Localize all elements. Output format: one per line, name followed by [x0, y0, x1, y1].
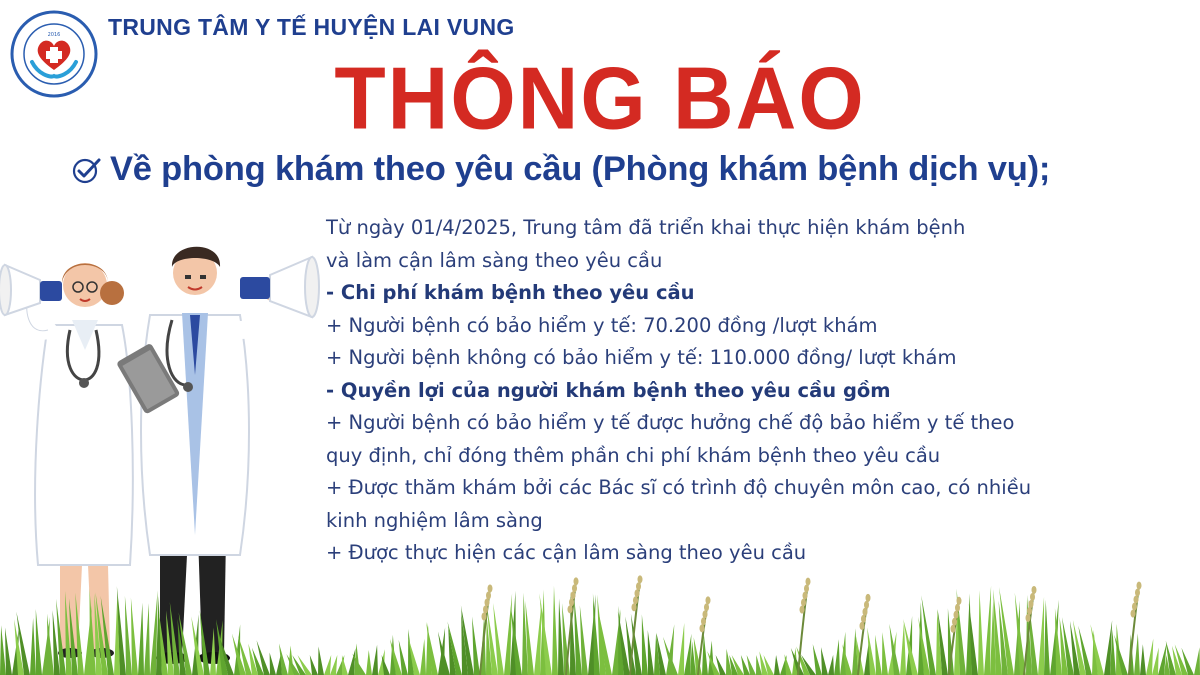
- announcement-line: + Được thăm khám bởi các Bác sĩ có trình độ chuyên môn cao, có nhiều: [326, 476, 1032, 499]
- grain-seed: [486, 592, 491, 600]
- grain-seed: [574, 577, 579, 585]
- grass-blade: [472, 616, 480, 675]
- grain-seed: [951, 625, 956, 633]
- grass-blade: [648, 630, 654, 675]
- grain-seed: [806, 578, 811, 586]
- grain-seed: [635, 589, 640, 597]
- grain-seed: [864, 601, 869, 609]
- grain-seed: [1026, 614, 1031, 622]
- subtitle-text: Về phòng khám theo yêu cầu (Phòng khám bệnh dịch vụ);: [110, 150, 1051, 188]
- grain-seed: [1132, 603, 1137, 611]
- grass-blade: [138, 603, 144, 675]
- grass-blade: [678, 623, 684, 675]
- grain-seed: [800, 606, 805, 614]
- grass-blade: [821, 647, 828, 675]
- grass-blade: [774, 655, 780, 675]
- grass-blade: [1194, 647, 1200, 675]
- grass-border: [0, 560, 1200, 675]
- page-title: THÔNG BÁO: [334, 48, 866, 148]
- grass-blade: [270, 653, 276, 675]
- announcement-line: Từ ngày 01/4/2025, Trung tâm đã triển khai thực hiện khám bệnh: [326, 216, 966, 239]
- grain-seed: [1134, 596, 1139, 604]
- grain-seed: [632, 603, 637, 611]
- grass-blade: [875, 635, 882, 675]
- grain-seed: [866, 594, 871, 602]
- grass-blade: [420, 639, 426, 675]
- organization-name: TRUNG TÂM Y TẾ HUYỆN LAI VUNG: [108, 14, 515, 40]
- grass-blade: [342, 655, 348, 675]
- grass-blade: [813, 644, 822, 675]
- grass-blade: [642, 614, 648, 675]
- grass-blade: [366, 650, 372, 675]
- grass-blade: [89, 589, 96, 675]
- grass-blade: [1152, 647, 1159, 675]
- grass-blade: [131, 597, 138, 675]
- grass-blade: [330, 655, 337, 675]
- grass-blade: [552, 586, 558, 675]
- grass-blade: [882, 632, 888, 675]
- grain-seed: [1027, 607, 1032, 615]
- grass-blade: [1134, 633, 1140, 675]
- grass-blade: [828, 655, 834, 675]
- grain-seed: [488, 585, 493, 593]
- grass-blade: [36, 609, 42, 675]
- grain-seed: [803, 592, 808, 600]
- grain-seed: [568, 605, 573, 613]
- grain-seed: [638, 575, 643, 583]
- grain-seed: [633, 596, 638, 604]
- grain-seed: [569, 598, 574, 606]
- grass-blade: [1146, 638, 1153, 675]
- grain-seed: [1030, 593, 1035, 601]
- grass-blade: [125, 596, 132, 675]
- grass-blade: [534, 603, 542, 675]
- announcement-line: + Người bệnh có bảo hiểm y tế được hưởng chế độ bảo hiểm y tế theo: [326, 411, 1015, 434]
- grass-blade: [1044, 600, 1050, 675]
- grass-blade: [318, 646, 324, 675]
- announcement-line: quy định, chỉ đóng thêm phần chi phí khám bệnh theo yêu cầu: [326, 443, 941, 467]
- grass-blade: [144, 603, 150, 675]
- grain-seed: [636, 582, 641, 590]
- grass-blade: [372, 645, 378, 675]
- announcement-line: và làm cận lâm sàng theo yêu cầu: [326, 248, 663, 272]
- grass-blade: [5, 628, 12, 675]
- subtitle-row: [72, 150, 1050, 189]
- grain-seed: [704, 603, 709, 611]
- grain-seed: [954, 611, 959, 619]
- grass-blade: [210, 628, 216, 675]
- grain-seed: [485, 599, 490, 607]
- grain-seed: [863, 608, 868, 616]
- announcement-line: + Được thực hiện các cận lâm sàng theo yêu cầu: [326, 541, 807, 564]
- announcement-body: [326, 212, 1192, 570]
- grain-seed: [957, 597, 962, 605]
- grass-blade: [1038, 597, 1044, 675]
- grain-seed: [1029, 600, 1034, 608]
- grain-seed: [701, 617, 706, 625]
- grain-seed: [955, 604, 960, 612]
- announcement-line: + Người bệnh có bảo hiểm y tế: 70.200 đồng /lượt khám: [326, 313, 878, 337]
- grass-blade: [30, 618, 36, 675]
- announcement-line: - Quyền lợi của người khám bệnh theo yêu cầu gồm: [326, 378, 891, 402]
- grain-seed: [571, 591, 576, 599]
- grass-blade: [580, 605, 588, 675]
- grain-seed: [1137, 582, 1142, 590]
- grass-blade: [310, 655, 318, 675]
- grain-seed: [1032, 586, 1037, 594]
- grain-seed: [801, 599, 806, 607]
- announcement-line: - Chi phí khám bệnh theo yêu cầu: [326, 281, 695, 304]
- grass-blade: [978, 590, 984, 675]
- grain-seed: [1131, 610, 1136, 618]
- announcement-line: + Người bệnh không có bảo hiểm y tế: 110.000 đồng/ lượt khám: [326, 346, 957, 369]
- grass-blade: [75, 593, 84, 675]
- grass-blade: [684, 634, 691, 675]
- grain-seed: [804, 585, 809, 593]
- grass-blade: [324, 655, 331, 675]
- grain-seed: [482, 613, 487, 621]
- grain-seed: [700, 624, 705, 632]
- grain-seed: [703, 610, 708, 618]
- grain-seed: [1135, 589, 1140, 597]
- grass-blade: [984, 586, 991, 675]
- grain-seed: [706, 596, 711, 604]
- logo-year: 2016: [47, 32, 61, 38]
- grain-seed: [861, 615, 866, 623]
- check-circle-icon: [72, 155, 102, 185]
- grain-seed: [860, 622, 865, 630]
- grass-blade: [1140, 644, 1146, 675]
- announcement-line: kinh nghiệm lâm sàng: [326, 508, 543, 532]
- grain-seed: [483, 606, 488, 614]
- grain-seed: [572, 584, 577, 592]
- grass-blade: [834, 639, 840, 675]
- grain-seed: [952, 618, 957, 626]
